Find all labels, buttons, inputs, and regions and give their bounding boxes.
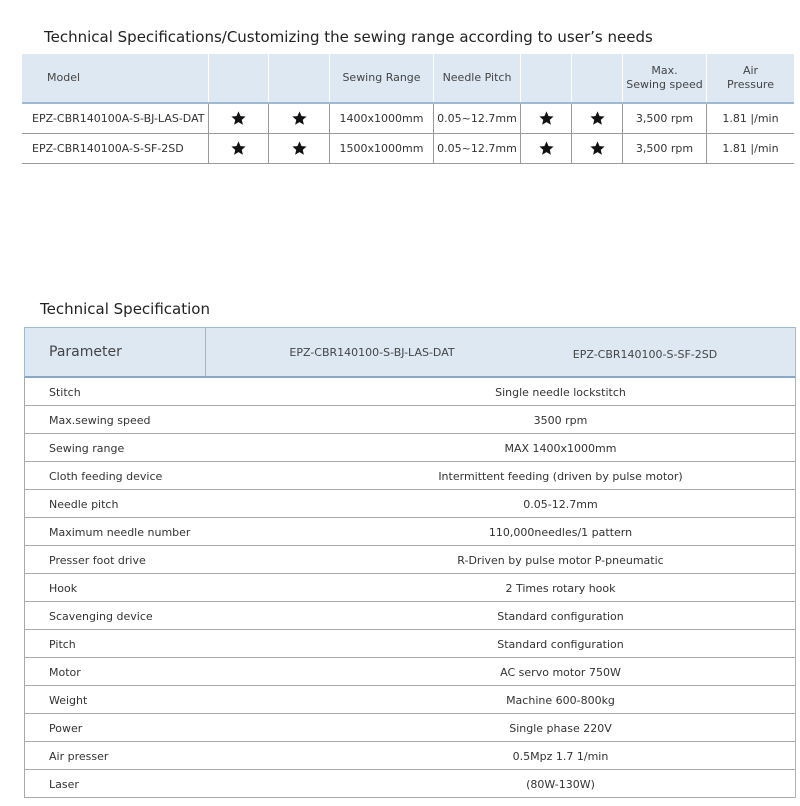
header-air-pressure [706, 54, 794, 102]
row-sewing-range: 1400x1000mm [329, 104, 433, 133]
header-max-speed [622, 54, 706, 102]
star-icon [268, 134, 329, 163]
star-icon [520, 134, 571, 163]
table-row [24, 378, 795, 406]
table-row [24, 770, 795, 798]
row-key: Cloth feeding device [49, 469, 163, 483]
table-row [24, 686, 795, 714]
table-row [24, 714, 795, 742]
header-max-speed-line1: Max. [651, 64, 678, 77]
header-needle-pitch: Needle Pitch [433, 54, 520, 102]
row-model: EPZ-CBR140100A-S-SF-2SD [32, 142, 184, 155]
row-value: 0.05-12.7mm [523, 497, 598, 511]
header-model: Model [47, 71, 81, 84]
row-key: Laser [49, 777, 79, 791]
row-key: Weight [49, 693, 88, 707]
header-blank-2 [268, 54, 329, 102]
header-sewing-range: Sewing Range [329, 54, 433, 102]
header-max-speed-line2: Sewing speed [626, 78, 703, 91]
row-air: 1.81 |/min [706, 104, 794, 133]
row-needle-pitch: 0.05~12.7mm [433, 104, 520, 133]
star-icon [208, 104, 268, 133]
header-air-line1: Air [742, 64, 759, 77]
row-max-speed: 3,500 rpm [622, 134, 706, 163]
row-value: Single phase 220V [509, 721, 612, 735]
row-value: AC servo motor 750W [500, 665, 621, 679]
row-max-speed: 3,500 rpm [622, 104, 706, 133]
table-row [22, 134, 794, 164]
table-row [24, 574, 795, 602]
star-icon [268, 104, 329, 133]
table-row [24, 602, 795, 630]
row-value: 3500 rpm [533, 413, 588, 427]
section2-title: Technical Specification [40, 300, 210, 318]
row-sewing-range: 1500x1000mm [329, 134, 433, 163]
header-model-1: EPZ-CBR140100-S-BJ-LAS-DAT [289, 345, 455, 359]
table-row [24, 406, 795, 434]
spec-table-1 [22, 54, 794, 164]
row-value: Standard configuration [497, 609, 624, 623]
spec-table-2-header [24, 327, 795, 378]
row-key: Needle pitch [49, 497, 119, 511]
table-row [24, 490, 795, 518]
row-value: Standard configuration [497, 637, 624, 651]
table-row [24, 742, 795, 770]
row-value: (80W-130W) [526, 777, 595, 791]
row-key: Pitch [49, 637, 76, 651]
star-icon [520, 104, 571, 133]
row-value: 0.5Mpz 1.7 1/min [512, 749, 609, 763]
row-value: Single needle lockstitch [495, 385, 626, 399]
row-key: Sewing range [49, 441, 125, 455]
row-model: EPZ-CBR140100A-S-BJ-LAS-DAT [32, 112, 205, 125]
section1-title: Technical Specifications/Customizing the sewing range according to user’s needs [44, 28, 653, 46]
star-icon [208, 134, 268, 163]
row-value: 110,000needles/1 pattern [488, 525, 633, 539]
row-value: Machine 600-800kg [506, 693, 615, 707]
header-blank-3 [520, 54, 571, 102]
row-key: Stitch [49, 385, 81, 399]
row-key: Power [49, 721, 83, 735]
header-air-line2: Pressure [727, 78, 774, 91]
table-row [24, 630, 795, 658]
header-model-2: EPZ-CBR140100-S-SF-2SD [572, 347, 718, 361]
row-key: Air presser [49, 749, 109, 763]
table-row [24, 462, 795, 490]
row-air: 1.81 |/min [706, 134, 794, 163]
header-blank-1 [208, 54, 268, 102]
header-blank-4 [571, 54, 622, 102]
row-key: Max.sewing speed [49, 413, 151, 427]
spec-table-1-header [22, 54, 794, 104]
row-value: Intermittent feeding (driven by pulse motor) [438, 469, 683, 483]
table-row [22, 104, 794, 134]
table-row [24, 546, 795, 574]
row-value: 2 Times rotary hook [505, 581, 616, 595]
table-row [24, 518, 795, 546]
star-icon [571, 104, 622, 133]
row-key: Maximum needle number [49, 525, 191, 539]
spec-table-2 [24, 327, 796, 798]
row-value: R-Driven by pulse motor P-pneumatic [457, 553, 664, 567]
row-key: Hook [49, 581, 78, 595]
table-row [24, 434, 795, 462]
star-icon [571, 134, 622, 163]
row-value: MAX 1400x1000mm [504, 441, 617, 455]
row-needle-pitch: 0.05~12.7mm [433, 134, 520, 163]
row-key: Motor [49, 665, 81, 679]
row-key: Presser foot drive [49, 553, 146, 567]
row-key: Scavenging device [49, 609, 153, 623]
table-row [24, 658, 795, 686]
header-parameter: Parameter [25, 328, 206, 376]
